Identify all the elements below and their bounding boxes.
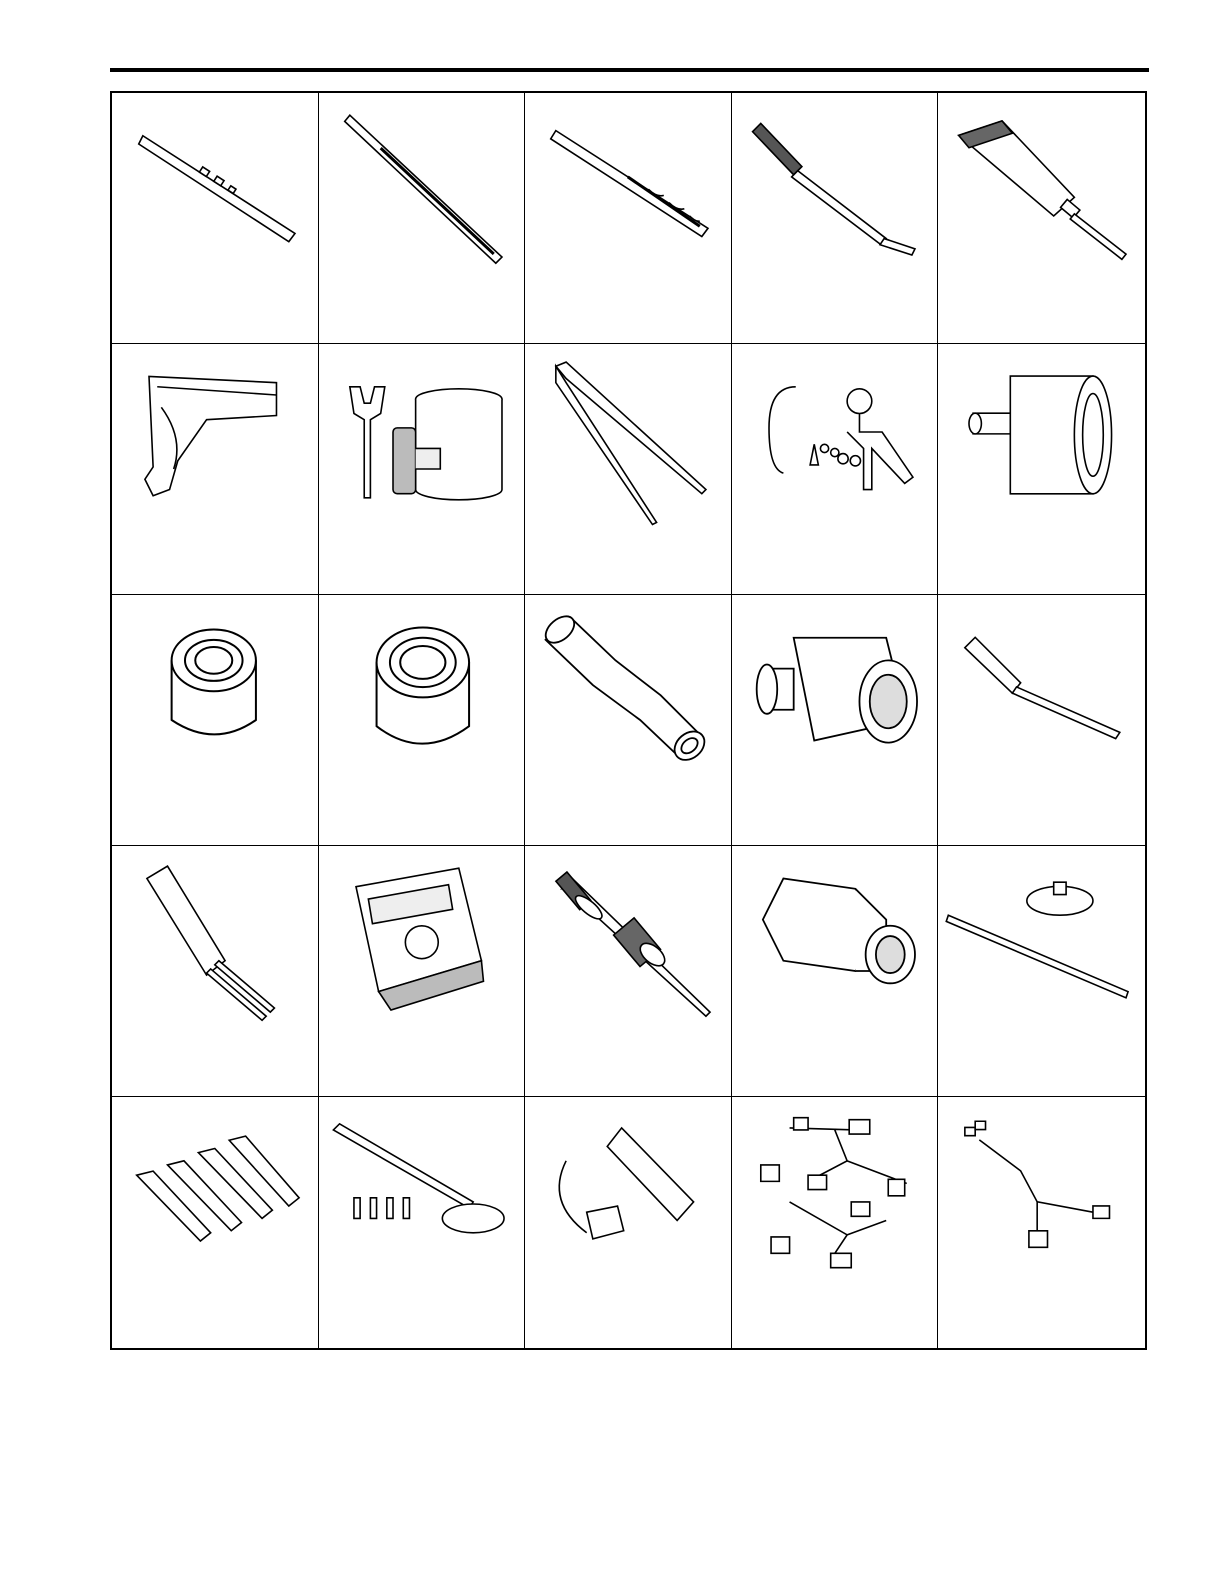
small-bushing-icon [112, 595, 318, 845]
tool-cell-long-reamer [319, 93, 526, 344]
tool-cell-knurled-installer [938, 93, 1145, 344]
bearing-installer-icon [938, 344, 1145, 594]
bracket-hook-tool-icon [112, 344, 318, 594]
large-bushing-icon [319, 595, 525, 845]
tool-cell-slide-hammer [525, 846, 732, 1097]
tool-cell-ring-compressor [319, 344, 526, 595]
tool-cell-multimeter [319, 846, 526, 1097]
tool-cell-spline-socket [732, 595, 939, 846]
tool-cell-pin-punch [938, 595, 1145, 846]
vacuum-pump-gauge-kit-icon [732, 344, 938, 594]
bolt-set-icon [112, 1097, 318, 1348]
tool-cell-spiral-reamer [525, 93, 732, 344]
tool-cell-puller-kit [319, 1097, 526, 1348]
tool-cell-knurled-drift [732, 93, 939, 344]
wiring-harness-icon [732, 1097, 938, 1348]
threaded-adapter-icon [732, 846, 938, 1096]
test-lead-harness-icon [938, 1097, 1145, 1348]
long-reamer-icon [319, 93, 525, 343]
tool-cell-deep-socket [525, 595, 732, 846]
puller-kit-icon [319, 1097, 525, 1348]
knurled-drift-icon [732, 93, 938, 343]
header-rule [110, 68, 1149, 72]
tool-cell-small-bushing [112, 595, 319, 846]
deep-socket-icon [525, 595, 731, 845]
sensor-cable-icon [525, 1097, 731, 1348]
tool-cell-sensor-cable [525, 1097, 732, 1348]
tool-cell-vacuum-pump [732, 344, 939, 595]
terminal-remover-icon [112, 846, 318, 1096]
flat-gauge-tool-icon [112, 93, 318, 343]
piston-ring-compressor-icon [319, 344, 525, 594]
puller-bolt-plate-icon [938, 846, 1145, 1096]
pin-punch-icon [938, 595, 1145, 845]
tool-cell-threaded-adapter [732, 846, 939, 1097]
multimeter-icon [319, 846, 525, 1096]
tool-cell-test-lead-harness [938, 1097, 1145, 1348]
slide-hammer-icon [525, 846, 731, 1096]
tweezers-icon [525, 344, 731, 594]
tool-cell-puller-bolt [938, 846, 1145, 1097]
spiral-reamer-icon [525, 93, 731, 343]
tool-cell-large-bushing [319, 595, 526, 846]
tool-cell-terminal-remover [112, 846, 319, 1097]
tool-cell-bearing-installer [938, 344, 1145, 595]
spline-socket-icon [732, 595, 938, 845]
tool-cell-wiring-harness [732, 1097, 939, 1348]
knurled-installer-icon [938, 93, 1145, 343]
special-tools-grid [110, 91, 1147, 1350]
tool-cell-bracket-hook [112, 344, 319, 595]
tool-cell-tweezers [525, 344, 732, 595]
tool-cell-bolt-set [112, 1097, 319, 1348]
tool-cell-flat-gauge [112, 93, 319, 344]
